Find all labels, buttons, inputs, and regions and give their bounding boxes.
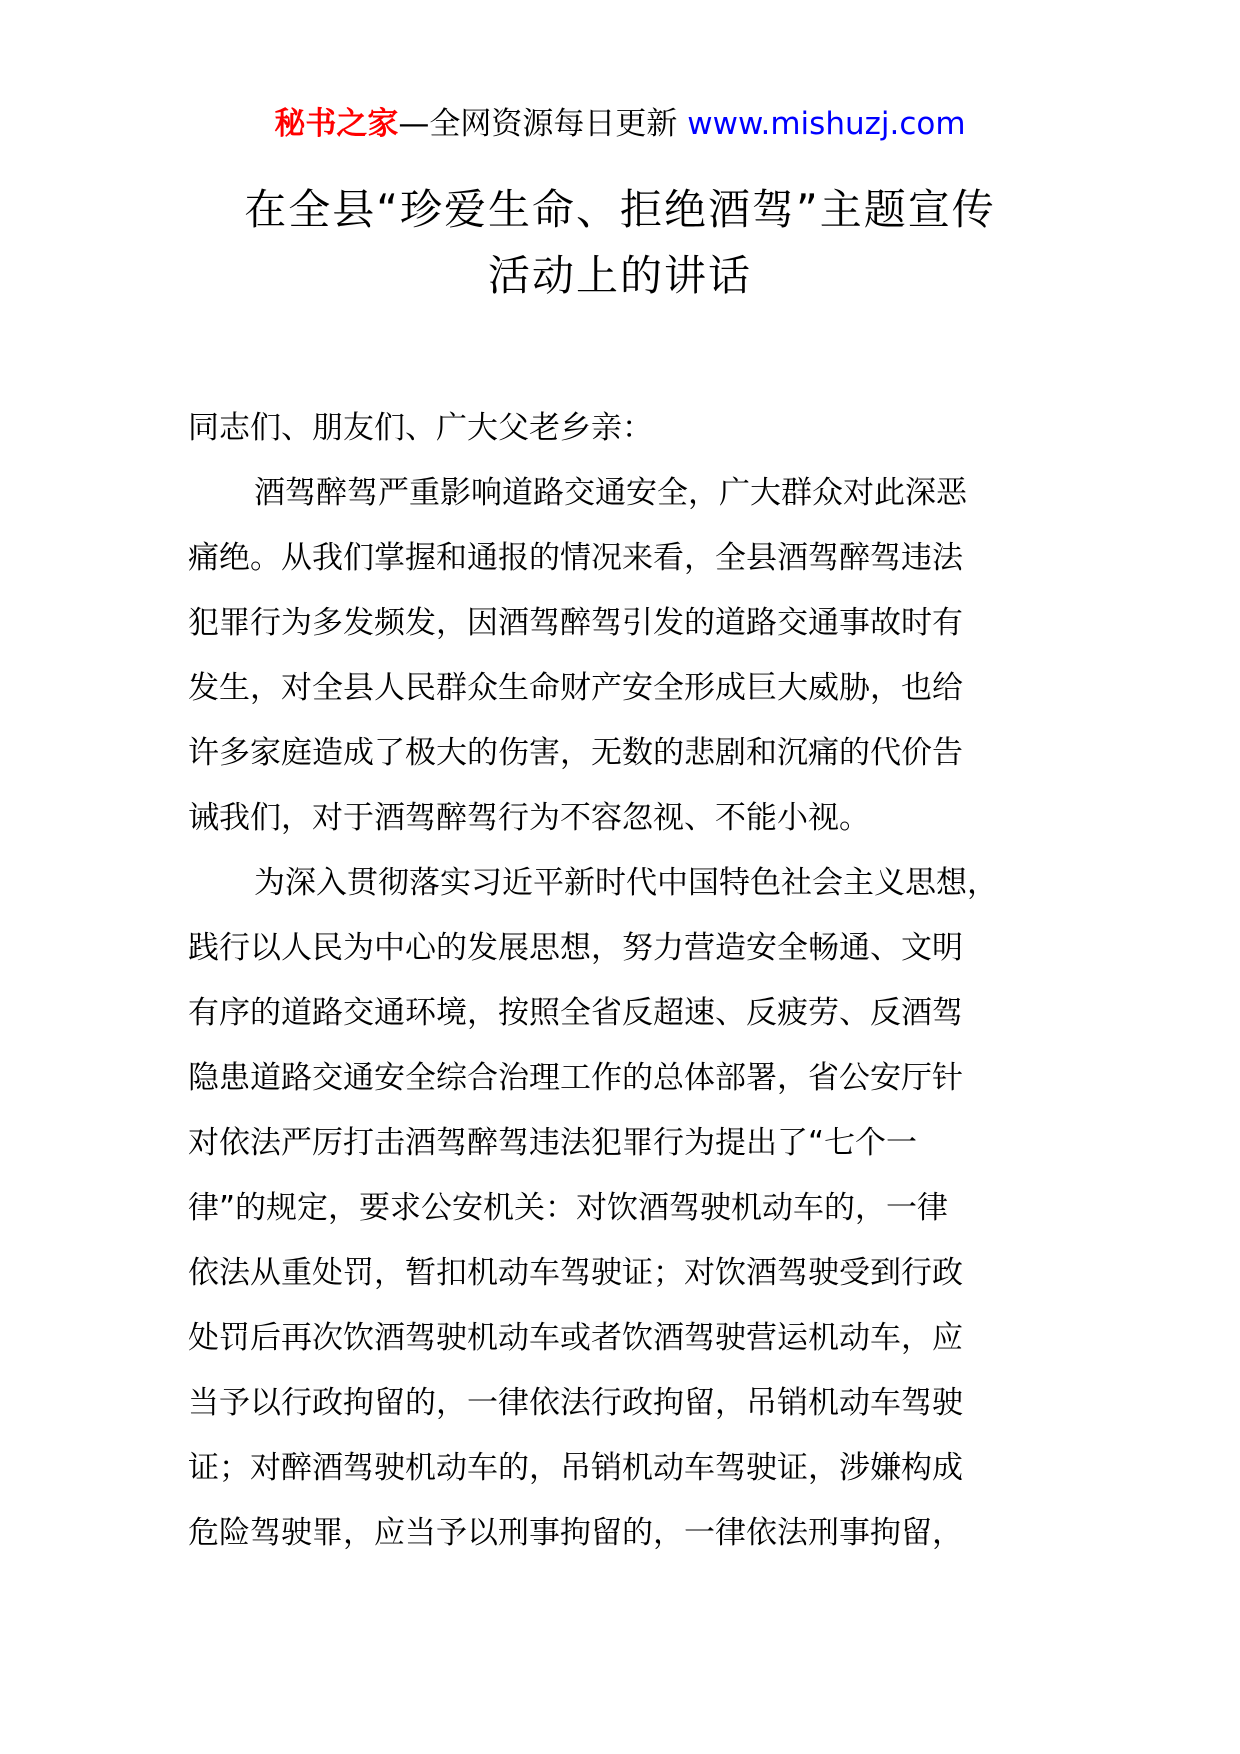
- paragraph-line: 隐患道路交通安全综合治理工作的总体部署，省公安厅针: [188, 1060, 963, 1096]
- salutation: 同志们、朋友们、广大父老乡亲：: [188, 410, 653, 446]
- document-body: [188, 396, 1048, 1566]
- paragraph-line: 许多家庭造成了极大的伤害，无数的悲剧和沉痛的代价告: [188, 735, 963, 771]
- document-title: [150, 177, 1090, 309]
- paragraph-line: 发生，对全县人民群众生命财产安全形成巨大威胁，也给: [188, 670, 963, 706]
- paragraph-line: 痛绝。从我们掌握和通报的情况来看，全县酒驾醉驾违法: [188, 540, 963, 576]
- site-url-link[interactable]: www.mishuzj.com: [687, 106, 966, 142]
- paragraph-line: 有序的道路交通环境，按照全省反超速、反疲劳、反酒驾: [188, 995, 963, 1031]
- paragraph-line: 处罚后再次饮酒驾驶机动车或者饮酒驾驶营运机动车，应: [188, 1320, 963, 1356]
- paragraph-1: [188, 461, 1048, 851]
- paragraph-line: 对依法严厉打击酒驾醉驾违法犯罪行为提出了“七个一: [188, 1125, 918, 1161]
- title-line-1: 在全县“珍爱生命、拒绝酒驾”主题宣传: [244, 185, 996, 234]
- paragraph-line: 证；对醉酒驾驶机动车的，吊销机动车驾驶证，涉嫌构成: [188, 1450, 963, 1486]
- paragraph-line: 当予以行政拘留的，一律依法行政拘留，吊销机动车驾驶: [188, 1385, 963, 1421]
- brand-name: 秘书之家: [274, 106, 399, 142]
- paragraph-line: 践行以人民为中心的发展思想，努力营造安全畅通、文明: [188, 930, 963, 966]
- paragraph-line: 犯罪行为多发频发，因酒驾醉驾引发的道路交通事故时有: [188, 605, 963, 641]
- paragraph-line: 危险驾驶罪，应当予以刑事拘留的，一律依法刑事拘留，: [188, 1515, 963, 1551]
- paragraph-2: [188, 851, 1048, 1566]
- paragraph-line: 酒驾醉驾严重影响道路交通安全，广大群众对此深恶: [254, 475, 967, 511]
- header-slogan: —全网资源每日更新: [398, 106, 678, 142]
- paragraph-line: 依法从重处罚，暂扣机动车驾驶证；对饮酒驾驶受到行政: [188, 1255, 963, 1291]
- site-header: [0, 104, 1240, 144]
- title-line-2: 活动上的讲话: [487, 251, 752, 300]
- paragraph-line: 诫我们，对于酒驾醉驾行为不容忽视、不能小视。: [188, 800, 870, 836]
- paragraph-line: 为深入贯彻落实习近平新时代中国特色社会主义思想，: [254, 865, 998, 901]
- paragraph-line: 律”的规定，要求公安机关：对饮酒驾驶机动车的，一律: [188, 1190, 949, 1226]
